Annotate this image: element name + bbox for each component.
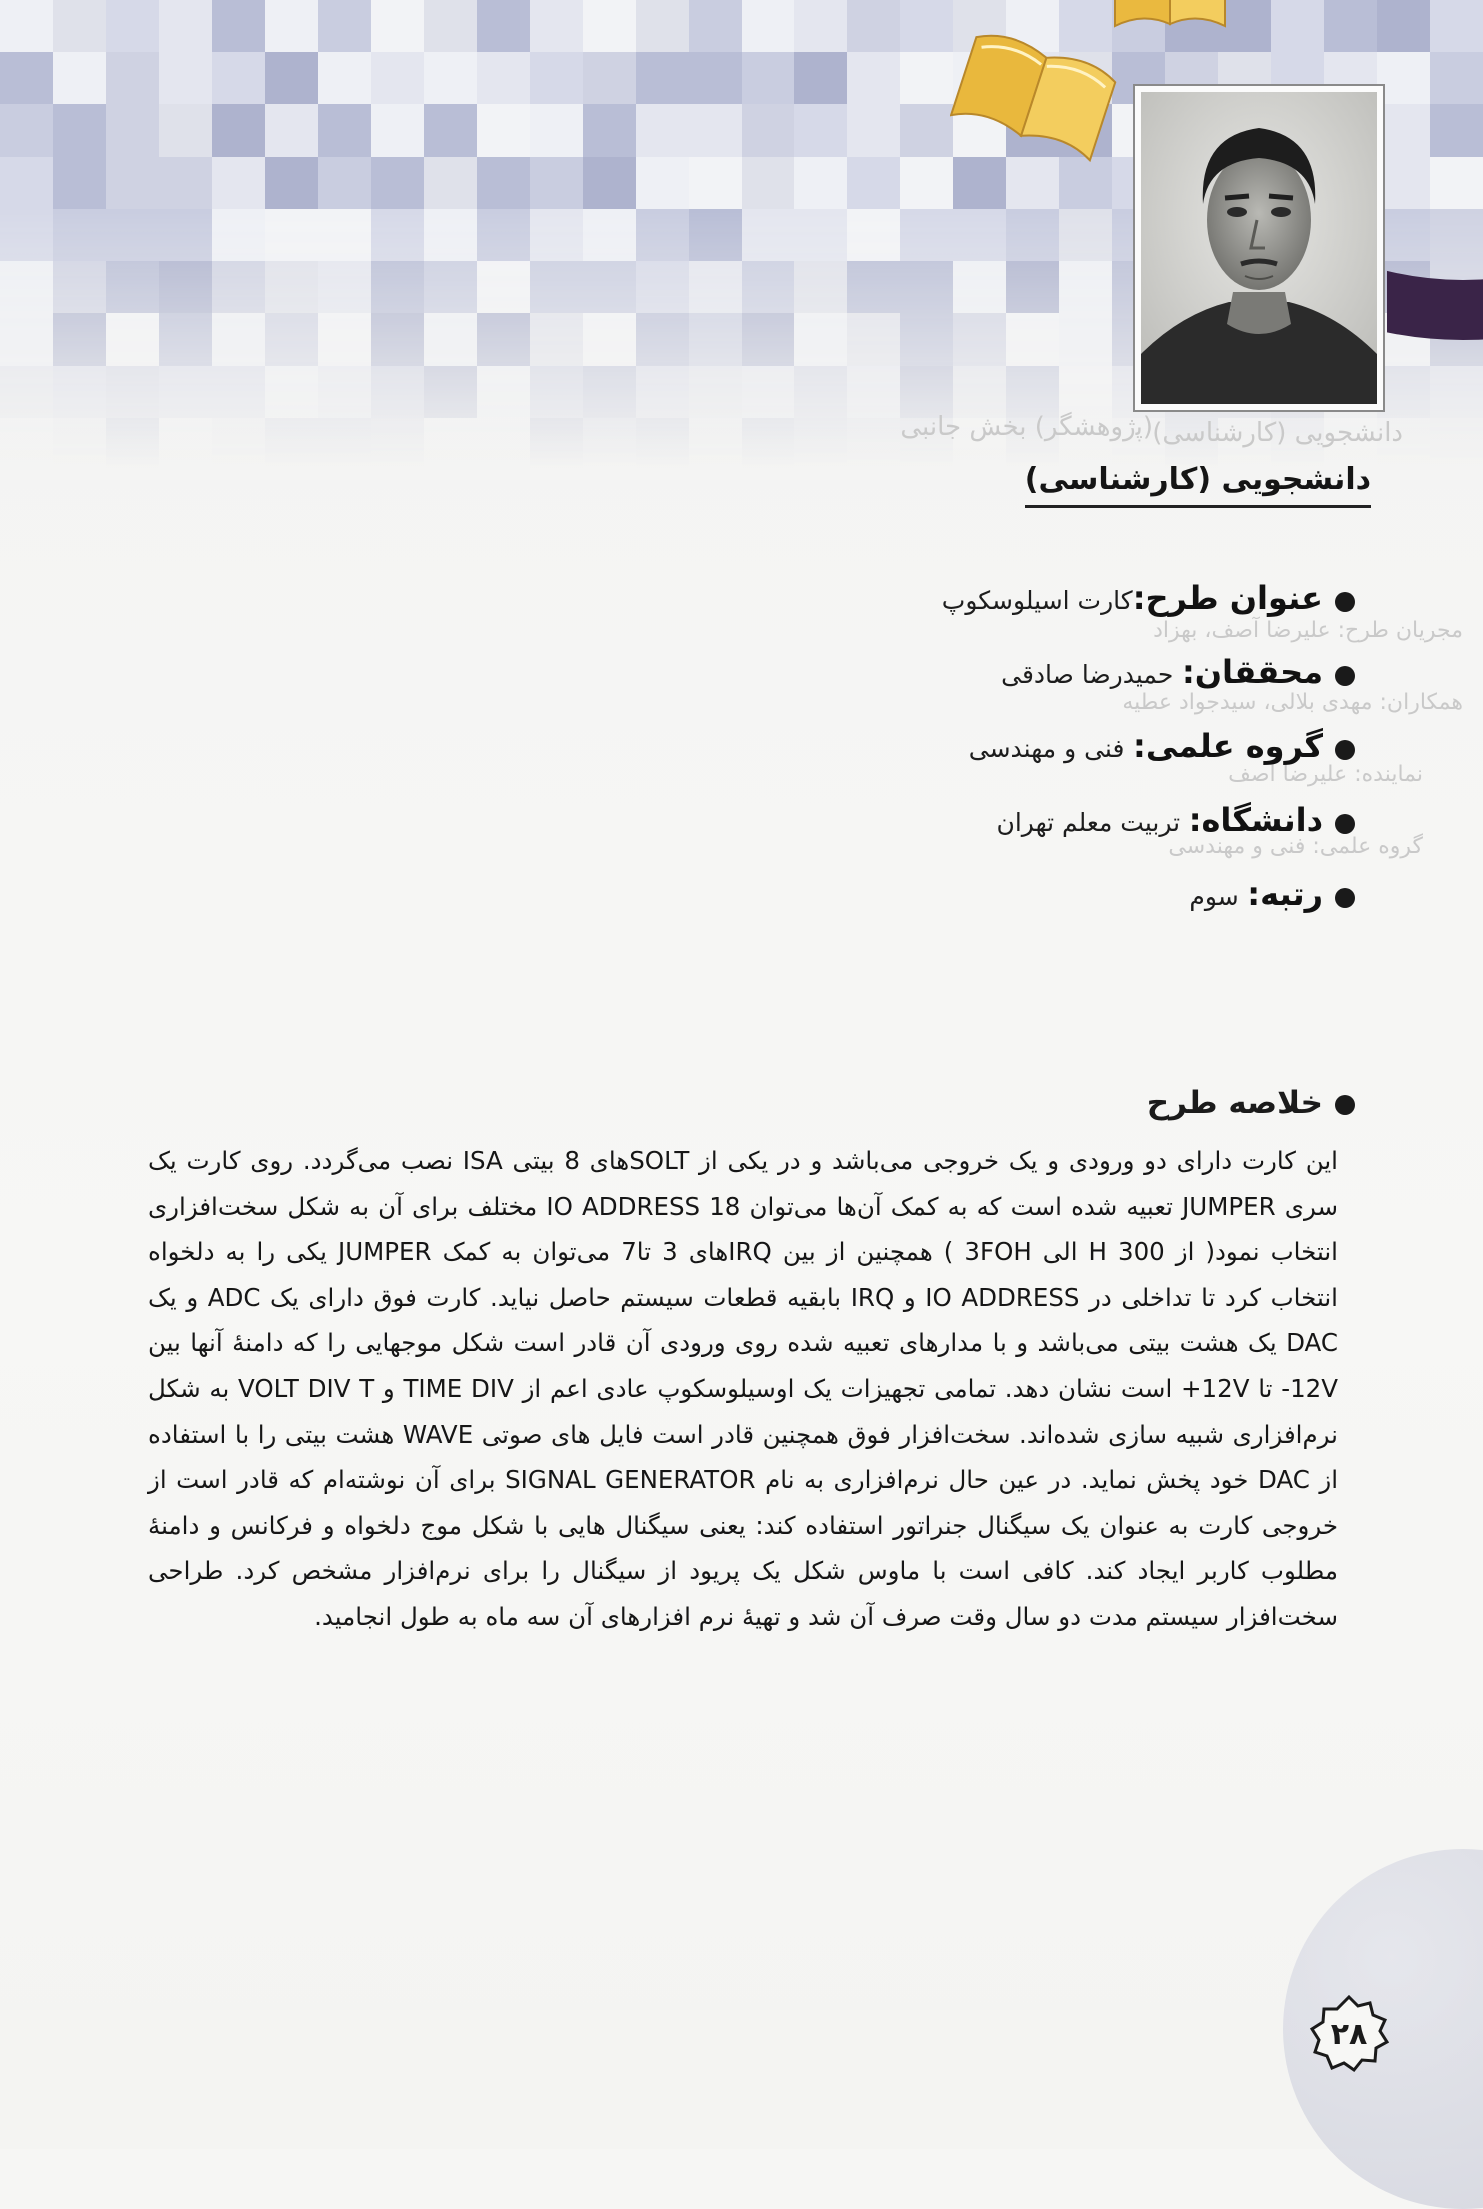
bullet-icon xyxy=(1335,740,1355,760)
mosaic-tile xyxy=(1006,366,1059,418)
mosaic-tile xyxy=(847,157,900,209)
mosaic-tile xyxy=(424,52,477,104)
mosaic-tile xyxy=(212,418,265,470)
mosaic-tile xyxy=(689,157,742,209)
mosaic-tile xyxy=(530,313,583,365)
mosaic-tile xyxy=(212,0,265,52)
mosaic-tile xyxy=(371,0,424,52)
mosaic-tile xyxy=(1377,366,1430,418)
mosaic-tile xyxy=(900,261,953,313)
open-book-icon-small xyxy=(1105,0,1235,40)
mosaic-tile xyxy=(583,209,636,261)
mosaic-tile xyxy=(318,157,371,209)
mosaic-tile xyxy=(847,104,900,156)
mosaic-tile xyxy=(265,313,318,365)
mosaic-tile xyxy=(371,261,424,313)
mosaic-tile xyxy=(1006,313,1059,365)
mosaic-tile xyxy=(318,418,371,470)
mosaic-tile xyxy=(900,104,953,156)
field-label: گروه علمی: xyxy=(1133,727,1323,765)
mosaic-tile xyxy=(0,104,53,156)
summary-heading xyxy=(1147,1085,1355,1121)
mosaic-tile xyxy=(847,418,900,470)
mosaic-tile xyxy=(689,261,742,313)
mosaic-tile xyxy=(0,52,53,104)
mosaic-tile xyxy=(1059,261,1112,313)
mosaic-tile xyxy=(106,209,159,261)
field-label: دانشگاه: xyxy=(1188,801,1323,839)
mosaic-tile xyxy=(953,209,1006,261)
mosaic-tile xyxy=(265,418,318,470)
mosaic-tile xyxy=(477,0,530,52)
bullet-icon xyxy=(1335,1095,1355,1115)
mosaic-tile xyxy=(53,261,106,313)
field-label: رتبه: xyxy=(1247,875,1323,913)
mosaic-tile xyxy=(424,104,477,156)
mosaic-tile xyxy=(689,104,742,156)
mosaic-tile xyxy=(742,209,795,261)
mosaic-tile xyxy=(530,261,583,313)
mosaic-tile xyxy=(424,157,477,209)
mosaic-tile xyxy=(689,366,742,418)
mosaic-tile xyxy=(583,313,636,365)
mosaic-tile xyxy=(159,366,212,418)
mosaic-tile xyxy=(742,0,795,52)
mosaic-tile xyxy=(742,157,795,209)
mosaic-tile xyxy=(1059,209,1112,261)
mosaic-tile xyxy=(636,209,689,261)
page-number-badge xyxy=(1308,1994,1390,2076)
mosaic-tile xyxy=(1059,366,1112,418)
mosaic-tile xyxy=(530,104,583,156)
mosaic-tile xyxy=(953,261,1006,313)
summary-title: خلاصه طرح xyxy=(1146,1085,1323,1121)
mosaic-tile xyxy=(424,418,477,470)
bullet-icon xyxy=(1335,888,1355,908)
mosaic-tile xyxy=(106,313,159,365)
mosaic-tile xyxy=(265,0,318,52)
mosaic-tile xyxy=(477,366,530,418)
mosaic-tile xyxy=(636,366,689,418)
mosaic-tile xyxy=(159,261,212,313)
mosaic-tile xyxy=(318,313,371,365)
mosaic-tile xyxy=(583,52,636,104)
mosaic-tile xyxy=(265,261,318,313)
mosaic-tile xyxy=(742,52,795,104)
mosaic-tile xyxy=(53,418,106,470)
mosaic-tile xyxy=(106,104,159,156)
mosaic-tile xyxy=(794,313,847,365)
field-researchers xyxy=(655,652,1355,726)
mosaic-tile xyxy=(212,104,265,156)
mosaic-tile xyxy=(371,418,424,470)
mosaic-tile xyxy=(1006,209,1059,261)
mosaic-tile xyxy=(583,418,636,470)
field-label: عنوان طرح: xyxy=(1132,579,1323,617)
mosaic-tile xyxy=(53,52,106,104)
mosaic-tile xyxy=(212,209,265,261)
bleed-through-text: مجریان طرح: علیرضا آصف، بهزاد xyxy=(1153,618,1463,643)
category-heading: دانشجویی (کارشناسی) xyxy=(1025,462,1371,508)
mosaic-tile xyxy=(794,157,847,209)
mosaic-tile xyxy=(689,418,742,470)
bleed-through-text: دانشجویی (کارشناسی) xyxy=(1152,418,1403,448)
mosaic-tile xyxy=(53,0,106,52)
mosaic-tile xyxy=(212,52,265,104)
field-value: فنی و مهندسی xyxy=(968,734,1125,763)
mosaic-tile xyxy=(159,104,212,156)
mosaic-tile xyxy=(1271,0,1324,52)
mosaic-tile xyxy=(0,313,53,365)
mosaic-tile xyxy=(689,209,742,261)
mosaic-tile xyxy=(530,366,583,418)
mosaic-tile xyxy=(900,366,953,418)
mosaic-tile xyxy=(318,0,371,52)
mosaic-tile xyxy=(0,261,53,313)
bleed-through-text: نماینده: علیرضا آصف xyxy=(1228,762,1423,787)
mosaic-tile xyxy=(477,52,530,104)
mosaic-tile xyxy=(371,157,424,209)
mosaic-tile xyxy=(742,261,795,313)
project-info-list xyxy=(655,578,1355,948)
mosaic-tile xyxy=(53,209,106,261)
mosaic-tile xyxy=(636,157,689,209)
mosaic-tile xyxy=(530,418,583,470)
mosaic-tile xyxy=(742,104,795,156)
mosaic-tile xyxy=(477,261,530,313)
mosaic-tile xyxy=(530,157,583,209)
mosaic-tile xyxy=(847,366,900,418)
mosaic-tile xyxy=(583,261,636,313)
mosaic-tile xyxy=(106,418,159,470)
mosaic-tile xyxy=(1006,261,1059,313)
bullet-icon xyxy=(1335,666,1355,686)
mosaic-tile xyxy=(371,313,424,365)
mosaic-tile xyxy=(159,157,212,209)
mosaic-tile xyxy=(794,0,847,52)
mosaic-tile xyxy=(1430,418,1483,470)
page-number: ۲۸ xyxy=(1330,2017,1368,2052)
mosaic-tile xyxy=(212,157,265,209)
mosaic-tile xyxy=(0,366,53,418)
mosaic-tile xyxy=(900,209,953,261)
portrait-illustration xyxy=(1141,92,1377,404)
field-scientific-group xyxy=(655,726,1355,800)
field-value: حمیدرضا صادقی xyxy=(1001,660,1174,689)
mosaic-tile xyxy=(159,0,212,52)
mosaic-tile xyxy=(477,313,530,365)
mosaic-tile xyxy=(1430,366,1483,418)
mosaic-tile xyxy=(583,366,636,418)
mosaic-tile xyxy=(159,52,212,104)
field-value: کارت اسیلوسکوپ xyxy=(941,586,1133,615)
mosaic-tile xyxy=(424,209,477,261)
researcher-photo xyxy=(1133,84,1385,412)
mosaic-tile xyxy=(318,52,371,104)
mosaic-tile xyxy=(265,157,318,209)
bullet-icon xyxy=(1335,814,1355,834)
mosaic-tile xyxy=(0,157,53,209)
mosaic-tile xyxy=(742,366,795,418)
mosaic-tile xyxy=(583,0,636,52)
mosaic-tile xyxy=(847,52,900,104)
mosaic-tile xyxy=(742,418,795,470)
mosaic-tile xyxy=(53,313,106,365)
mosaic-tile xyxy=(371,366,424,418)
mosaic-tile xyxy=(106,366,159,418)
mosaic-tile xyxy=(900,0,953,52)
mosaic-tile xyxy=(794,366,847,418)
mosaic-tile xyxy=(212,366,265,418)
mosaic-tile xyxy=(371,52,424,104)
mosaic-tile xyxy=(794,209,847,261)
mosaic-tile xyxy=(530,209,583,261)
mosaic-tile xyxy=(953,313,1006,365)
mosaic-tile xyxy=(847,313,900,365)
mosaic-tile xyxy=(159,209,212,261)
mosaic-tile xyxy=(106,157,159,209)
field-value: سوم xyxy=(1189,882,1239,911)
mosaic-tile xyxy=(1059,313,1112,365)
mosaic-tile xyxy=(847,209,900,261)
mosaic-tile xyxy=(318,104,371,156)
mosaic-tile xyxy=(794,52,847,104)
mosaic-tile xyxy=(371,104,424,156)
mosaic-tile xyxy=(583,104,636,156)
mosaic-tile xyxy=(265,366,318,418)
mosaic-tile xyxy=(371,209,424,261)
mosaic-tile xyxy=(318,366,371,418)
mosaic-tile xyxy=(265,52,318,104)
mosaic-tile xyxy=(530,0,583,52)
mosaic-tile xyxy=(53,104,106,156)
bleed-through-text: (ﭘژوهشگر) ﺑﺨﺶ ﺟﺎﻧﺒﯽ xyxy=(900,412,1153,442)
mosaic-tile xyxy=(530,52,583,104)
mosaic-tile xyxy=(424,366,477,418)
mosaic-tile xyxy=(159,313,212,365)
mosaic-tile xyxy=(847,261,900,313)
mosaic-tile xyxy=(424,261,477,313)
mosaic-tile xyxy=(636,313,689,365)
mosaic-tile xyxy=(1324,0,1377,52)
mosaic-tile xyxy=(636,0,689,52)
mosaic-tile xyxy=(106,0,159,52)
mosaic-tile xyxy=(212,261,265,313)
mosaic-tile xyxy=(53,157,106,209)
mosaic-tile xyxy=(53,366,106,418)
mosaic-tile xyxy=(794,104,847,156)
field-rank xyxy=(655,874,1355,948)
mosaic-tile xyxy=(794,261,847,313)
mosaic-tile xyxy=(583,157,636,209)
mosaic-tile xyxy=(794,418,847,470)
bullet-icon xyxy=(1335,592,1355,612)
mosaic-tile xyxy=(106,52,159,104)
mosaic-tile xyxy=(847,0,900,52)
mosaic-tile xyxy=(900,157,953,209)
mosaic-tile xyxy=(159,418,212,470)
mosaic-tile xyxy=(477,104,530,156)
mosaic-tile xyxy=(636,52,689,104)
mosaic-tile xyxy=(953,366,1006,418)
mosaic-tile xyxy=(900,313,953,365)
mosaic-tile xyxy=(689,313,742,365)
mosaic-tile xyxy=(477,418,530,470)
mosaic-tile xyxy=(636,104,689,156)
mosaic-tile xyxy=(318,261,371,313)
mosaic-tile xyxy=(318,209,371,261)
mosaic-tile xyxy=(424,313,477,365)
mosaic-tile xyxy=(742,313,795,365)
mosaic-tile xyxy=(0,418,53,470)
mosaic-tile xyxy=(424,0,477,52)
mosaic-tile xyxy=(265,104,318,156)
field-university xyxy=(655,800,1355,874)
mosaic-tile xyxy=(212,313,265,365)
mosaic-tile xyxy=(477,209,530,261)
mosaic-tile xyxy=(689,0,742,52)
mosaic-tile xyxy=(636,418,689,470)
mosaic-tile xyxy=(106,261,159,313)
mosaic-tile xyxy=(477,157,530,209)
mosaic-tile xyxy=(900,52,953,104)
mosaic-tile xyxy=(0,209,53,261)
mosaic-tile xyxy=(265,209,318,261)
mosaic-tile xyxy=(689,52,742,104)
summary-body: این کارت دارای دو ورودی و یک خروجی می‌باشد و در یکی از SOLTهای 8 بیتی ISA نصب می‌گردد. روی کارت یک سری JUMPER تعبیه شده است که به کمک آن‌ها می‌توان 18 IO ADDRESS مختلف برای آن به شکل سخت‌افزاری انتخاب نمود( از 300 H الی 3FOH ) همچنین از بین IRQهای 3 تا7 می‌توان به کمک JUMPER یکی را به دلخواه انتخاب کرد تا تداخلی در IO ADDRESS و IRQ بابقیه قطعات سیستم حاصل نیاید. کارت فوق دارای یک ADC و یک DAC یک هشت بیتی می‌باشد و با مدارهای تعبیه شده روی ورودی آن قادر است شکل موجهایی را که دامنهٔ آنها بین 12V- تا 12V+ است نشان دهد. تمامی تجهیزات یک اوسیلوسکوپ عادی اعم از TIME DIV و VOLT DIV T به شکل نرم‌افزاری شبیه سازی شده‌اند. سخت‌افزار فوق همچنین قادر است فایل های صوتی WAVE هشت بیتی را با استفاده از DAC خود پخش نماید. در عین حال نرم‌افزاری به نام SIGNAL GENERATOR برای آن نوشته‌ام که قادر است از خروجی کارت به عنوان یک سیگنال جنراتور استفاده کند: یعنی سیگنال هایی با شکل موج دلخواه و فرکانس و دامنهٔ مطلوب کاربر ایجاد کند. کافی است با ماوس شکل یک پریود از سیگنال را برای نرم‌افزار مشخص کرد. طراحی سخت‌افزار سیستم مدت دو سال وقت صرف آن شد و تهیهٔ نرم افزارهای آن سه ماه به طول انجامید. xyxy=(148,1146,1338,1631)
field-label: محققان: xyxy=(1181,653,1323,691)
bleed-through-text: همکاران: مهدی بلالی، سیدجواد عطیه xyxy=(1122,690,1463,715)
mosaic-tile xyxy=(0,0,53,52)
open-book-icon xyxy=(950,18,1120,168)
field-project-title xyxy=(655,578,1355,652)
bleed-through-text: گروه علمی: فنی و مهندسی xyxy=(1168,834,1423,859)
field-value: تربیت معلم تهران xyxy=(996,808,1181,837)
mosaic-tile xyxy=(636,261,689,313)
